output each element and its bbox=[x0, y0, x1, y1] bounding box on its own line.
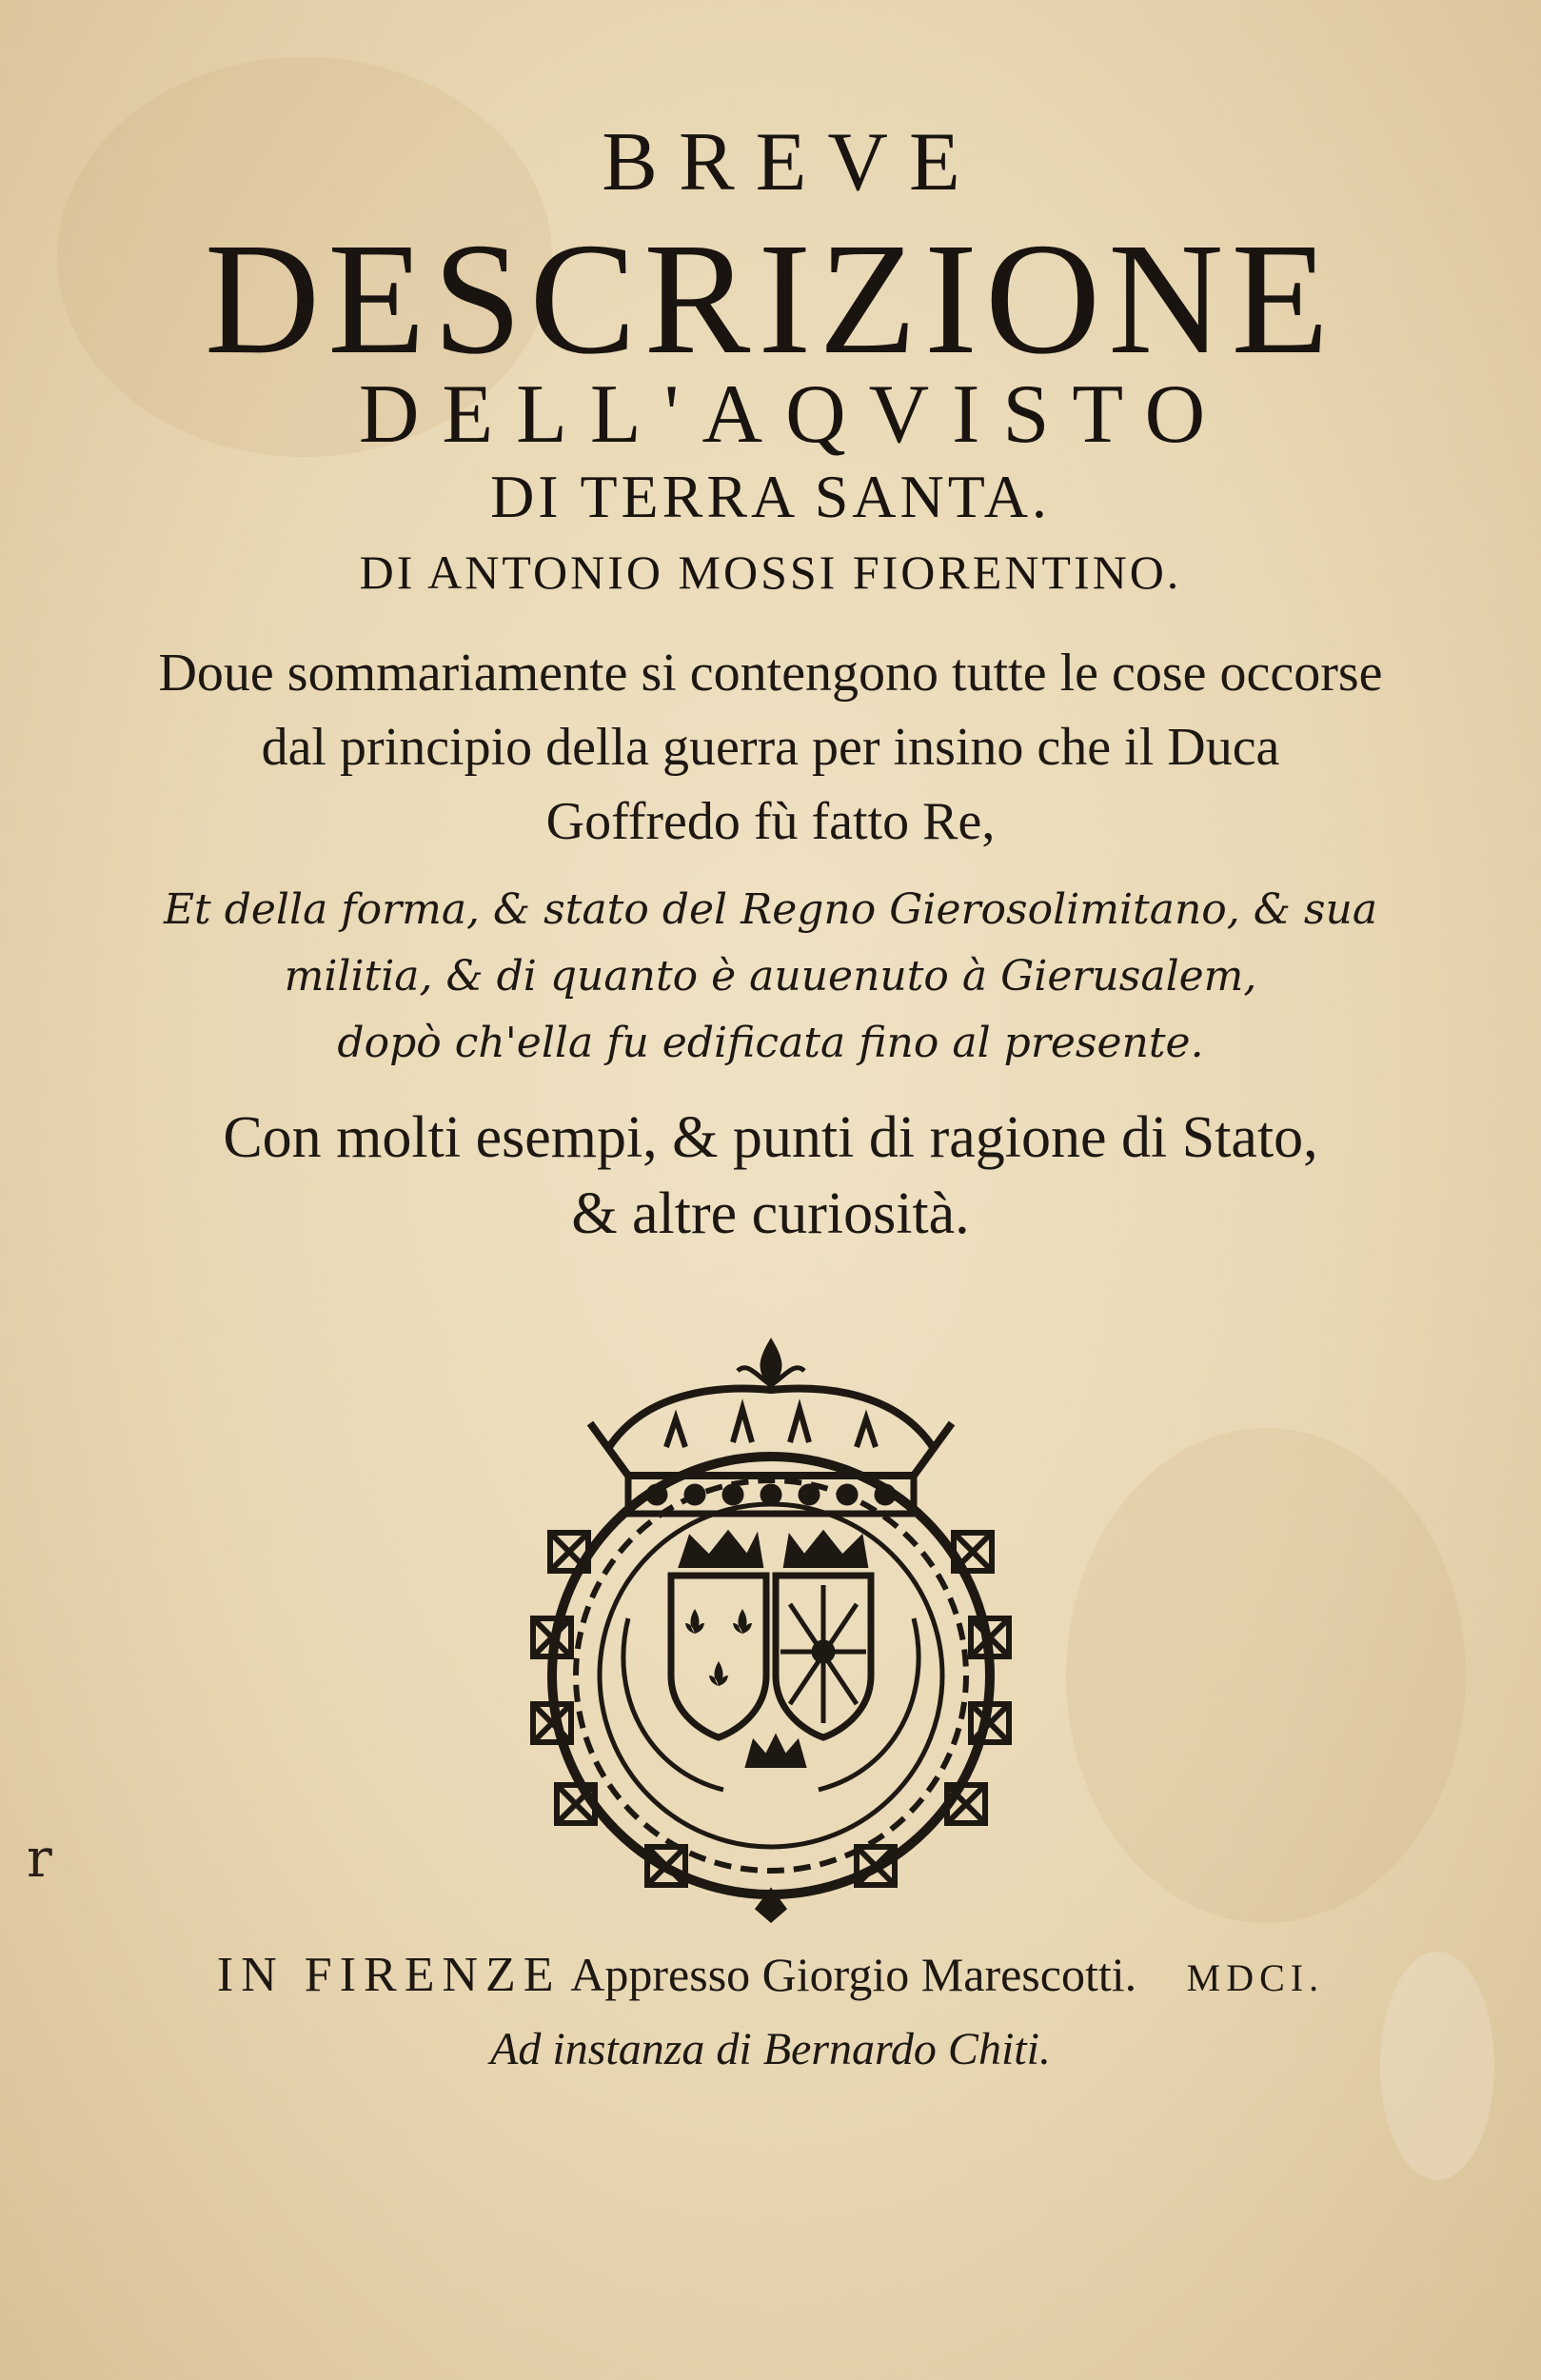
italic-line-2: militia, & di quanto è auuenuto à Gierusalem, bbox=[284, 952, 1257, 1001]
title-terra-santa: DI TERRA SANTA. bbox=[490, 463, 1051, 530]
imprint-city: IN FIRENZE bbox=[216, 1948, 562, 2002]
title-descrizione: DESCRIZIONE bbox=[204, 210, 1337, 387]
paper-stain bbox=[1066, 1428, 1466, 1923]
title-acquisto: DELL'AQVISTO bbox=[358, 368, 1229, 461]
subtitle-line-1: Doue sommariamente si contengono tutte le cose occorse bbox=[158, 644, 1383, 703]
coat-of-arms-drawing bbox=[504, 1333, 1037, 1923]
imprint-printer: Appresso Giorgio Marescotti. bbox=[570, 1948, 1137, 2001]
author-line: DI ANTONIO MOSSI FIORENTINO. bbox=[359, 545, 1182, 599]
imprint-year: MDCI. bbox=[1186, 1956, 1325, 1999]
subtitle-line-3: Goffredo fù fatto Re, bbox=[545, 792, 996, 851]
italic-line-1: Et della forma, & stato del Regno Gierosolimitano, & sua bbox=[163, 885, 1378, 934]
imprint-commission: Ad instanza di Bernardo Chiti. bbox=[490, 2024, 1051, 2074]
italic-line-3: dopò ch'ella fu edificata fino al presente. bbox=[337, 1019, 1204, 1067]
examples-line-1: Con molti esempi, & punti di ragione di Stato, bbox=[223, 1105, 1318, 1170]
imprint-line bbox=[0, 1947, 1541, 2003]
title-breve: BREVE bbox=[602, 116, 981, 208]
margin-mark: r bbox=[27, 1828, 52, 1890]
royal-coat-of-arms-icon bbox=[504, 1333, 1037, 1923]
examples-line-2: & altre curiosità. bbox=[571, 1181, 970, 1246]
subtitle-line-2: dal principio della guerra per insino che il Duca bbox=[261, 718, 1280, 777]
